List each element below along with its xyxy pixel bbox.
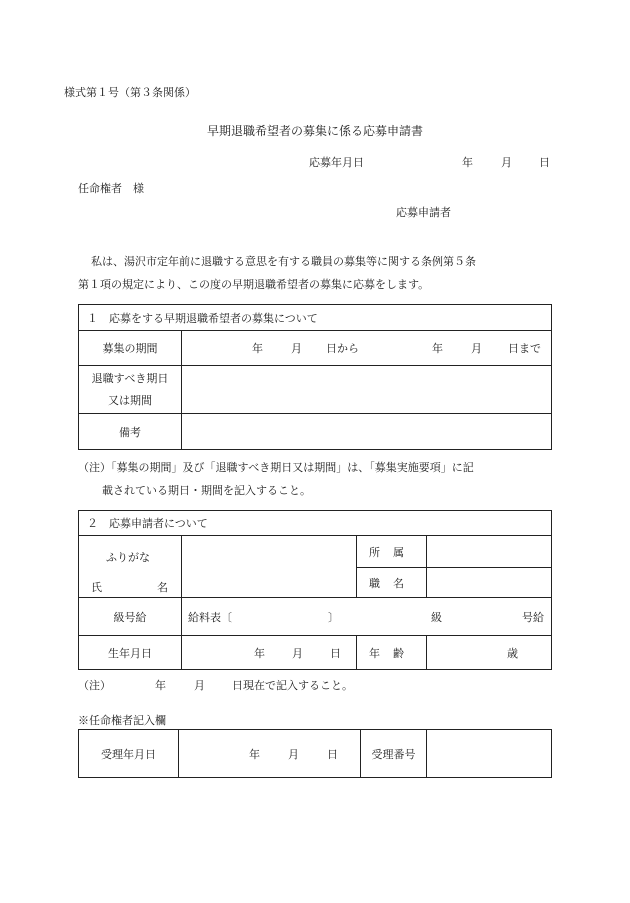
age-label	[357, 636, 427, 670]
position-label-first: 職	[369, 576, 380, 590]
received-date-label: 受理年月日	[79, 730, 179, 778]
step-unit: 号給	[522, 610, 544, 624]
addressee: 任命権者 様	[78, 182, 144, 195]
grade-unit: 級	[431, 610, 442, 624]
section1-table	[78, 304, 552, 450]
applicant-label: 応募申請者	[396, 206, 451, 219]
note2-month: 月	[194, 679, 205, 692]
period-from-suffix: 日から	[326, 342, 359, 355]
retirement-label-line-2: 又は期間	[108, 393, 152, 407]
age-field[interactable]	[427, 636, 552, 670]
recruitment-period-field[interactable]	[182, 331, 552, 366]
grade-field[interactable]	[182, 598, 552, 636]
birthdate-year: 年	[254, 646, 265, 660]
application-date-label: 応募年月日	[309, 156, 364, 169]
remarks-label: 備考	[79, 414, 182, 450]
application-date-month: 月	[501, 156, 512, 169]
note2-year: 年	[155, 679, 166, 692]
received-date-day: 日	[327, 747, 338, 761]
section2-heading: ２ 応募申請者について	[79, 511, 552, 536]
affiliation-label	[357, 536, 427, 568]
note2-suffix: 日現在で記入すること。	[232, 679, 353, 692]
affiliation-label-second: 属	[393, 545, 404, 559]
name-label-cell	[79, 536, 182, 598]
recruitment-period-label: 募集の期間	[79, 331, 182, 366]
birthdate-day: 日	[330, 646, 341, 660]
receipt-number-field[interactable]	[427, 730, 552, 778]
furigana-label: ふりがな	[106, 551, 150, 564]
affiliation-field[interactable]	[427, 536, 552, 568]
note2-prefix: （注）	[78, 679, 111, 692]
note1-line-1: （注）「募集の期間」及び「退職すべき期日又は期間」は、「募集実施要項」に記	[78, 461, 474, 474]
retirement-label-line-1: 退職すべき期日	[91, 371, 169, 385]
retirement-date-field[interactable]	[182, 366, 552, 414]
position-label-second: 名	[393, 576, 404, 590]
age-label-first: 年	[369, 646, 380, 660]
appointer-table	[78, 729, 552, 778]
period-to-suffix: 日まで	[508, 342, 541, 355]
application-date-day: 日	[539, 156, 550, 169]
birthdate-label: 生年月日	[79, 636, 182, 670]
name-label-first: 氏	[91, 581, 102, 594]
age-unit: 歳	[507, 646, 518, 660]
body-text-line-2: 第１項の規定により、この度の早期退職希望者の募集に応募をします。	[78, 278, 430, 291]
birthdate-month: 月	[292, 646, 303, 660]
receipt-number-label: 受理番号	[361, 730, 427, 778]
form-number: 様式第１号（第３条関係）	[64, 86, 196, 99]
position-label	[357, 568, 427, 598]
salary-table-bracket-close: 〕	[328, 610, 339, 624]
retirement-date-label	[79, 366, 182, 414]
birthdate-field[interactable]	[182, 636, 357, 670]
period-from-year: 年	[252, 342, 263, 355]
name-label-second: 名	[157, 581, 168, 594]
position-field[interactable]	[427, 568, 552, 598]
remarks-field[interactable]	[182, 414, 552, 450]
note1-line-2: 載されている期日・期間を記入すること。	[102, 484, 311, 497]
application-date-year: 年	[462, 156, 473, 169]
age-label-second: 齢	[393, 646, 404, 660]
affiliation-label-first: 所	[369, 545, 380, 559]
received-date-year: 年	[249, 747, 260, 761]
body-text-line-1: 私は、湯沢市定年前に退職する意思を有する職員の募集等に関する条例第５条	[91, 255, 476, 268]
appointer-section-heading: ※任命権者記入欄	[78, 714, 166, 727]
received-date-month: 月	[288, 747, 299, 761]
section1-heading: １ 応募をする早期退職希望者の募集について	[79, 305, 552, 331]
section2-table	[78, 510, 552, 670]
page-title: 早期退職希望者の募集に係る応募申請書	[206, 124, 423, 138]
name-field[interactable]	[182, 536, 357, 598]
salary-table-label: 給料表〔	[188, 610, 232, 624]
period-to-year: 年	[432, 342, 443, 355]
period-to-month: 月	[471, 342, 482, 355]
received-date-field[interactable]	[179, 730, 361, 778]
period-from-month: 月	[291, 342, 302, 355]
grade-label: 級号給	[79, 598, 182, 636]
